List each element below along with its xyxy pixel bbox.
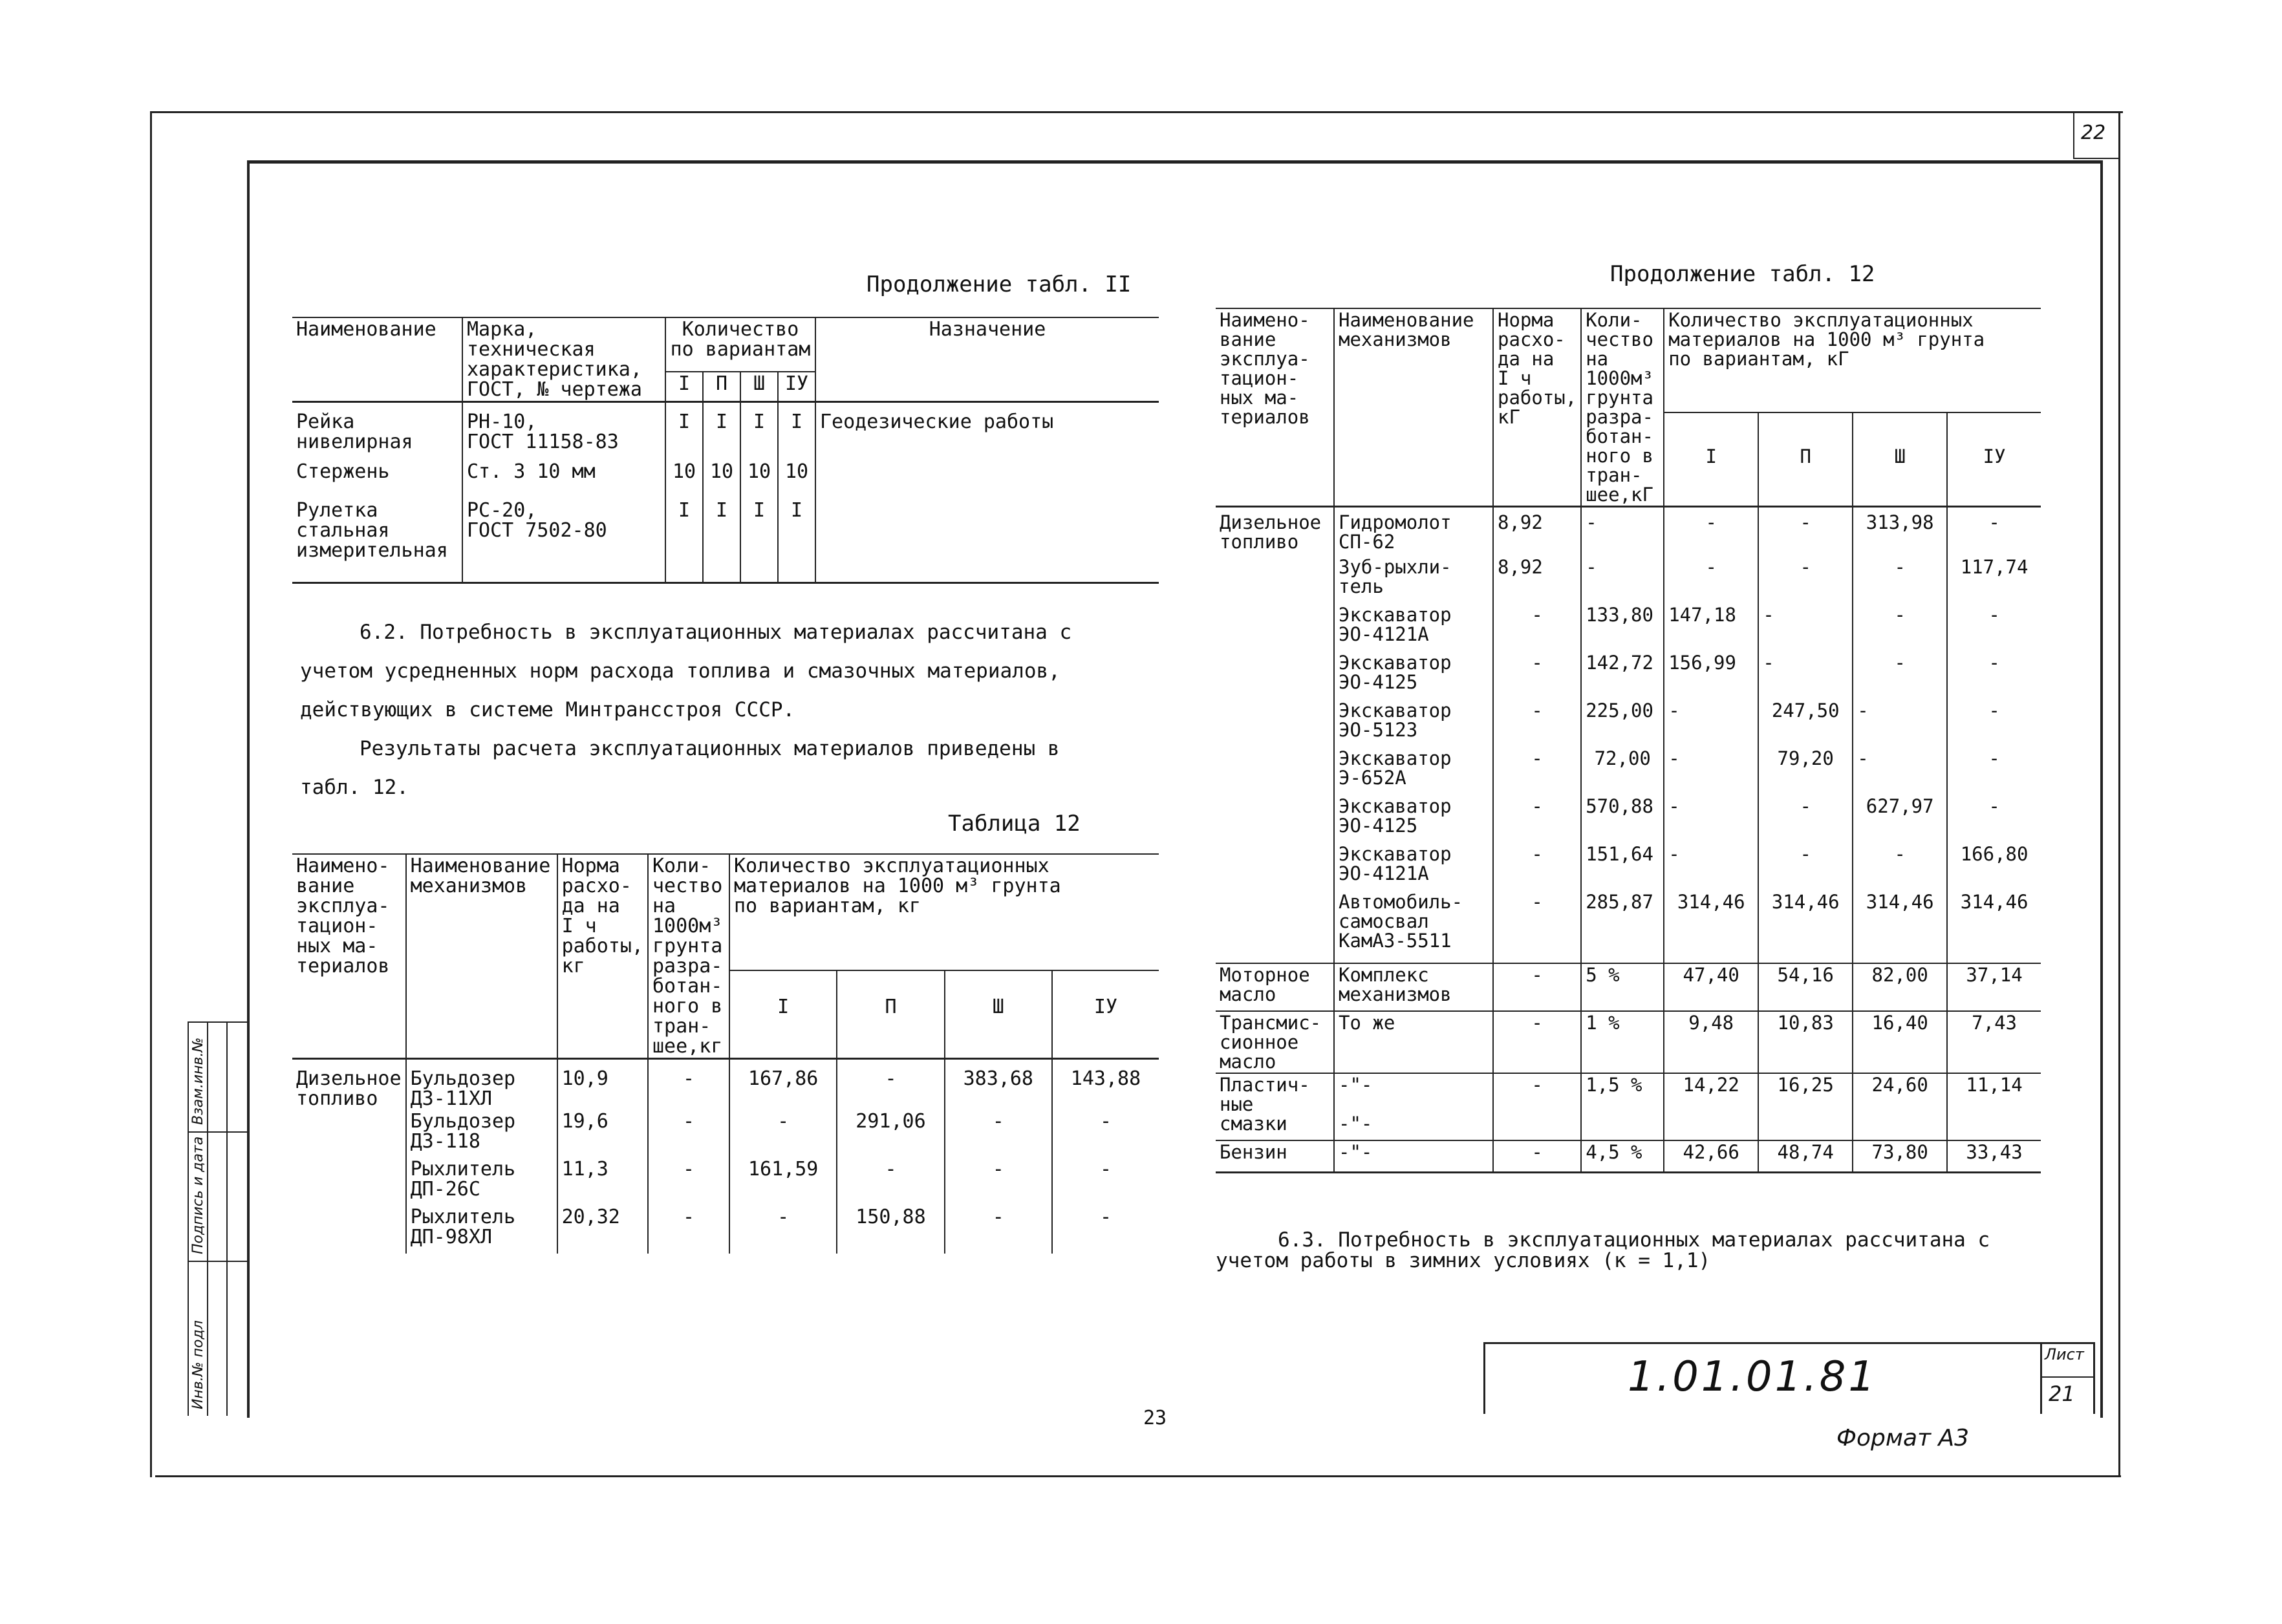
table-cell: 291,06 [837, 1110, 944, 1158]
table-11 [292, 317, 1159, 584]
table-cell: 82,00 [1853, 963, 1947, 1011]
table-row-name: Стержень [292, 460, 462, 499]
table-cell: - [1052, 1110, 1159, 1158]
table-cell: - [648, 1206, 729, 1254]
table-cell: I [740, 402, 778, 460]
table-cell: I [703, 499, 740, 583]
table-row-mech: Экскаватор Э-652А [1334, 747, 1493, 795]
th-norm: Норма расхо- да на I ч работы, кГ [1493, 308, 1581, 507]
th-v2: П [703, 372, 740, 401]
table-row-mat [292, 1110, 406, 1158]
table-row-mech: Гидромолот СП-62 [1334, 507, 1493, 556]
table-cell: - [1493, 1073, 1581, 1140]
table-cell: - [1493, 652, 1581, 700]
table-cell: - [1493, 747, 1581, 795]
table-cell: 9,48 [1664, 1011, 1758, 1073]
table-cell: 247,50 [1758, 700, 1853, 747]
para-6-2-line1: 6.2. Потребность в эксплуатационных материалах рассчитана с [360, 621, 1072, 644]
table-row-mech: Бульдозер ДЗ-11ХЛ [406, 1059, 557, 1111]
table-cell: 72,00 [1581, 747, 1664, 795]
table-cell: - [1493, 795, 1581, 843]
table-cell: - [729, 1110, 837, 1158]
sidebar-divider [188, 1021, 189, 1416]
table-cell: 5 % [1581, 963, 1664, 1011]
th-v3: Ш [945, 970, 1052, 1059]
table-cell: 10,83 [1758, 1011, 1853, 1073]
table-cell: - [1947, 795, 2041, 843]
table-cell: - [1758, 604, 1853, 652]
table-cell: - [837, 1158, 944, 1206]
table-cell: 314,46 [1853, 891, 1947, 963]
table-cell: 14,22 [1664, 1073, 1758, 1140]
table-cell: 37,14 [1947, 963, 2041, 1011]
sidebar-podpis: Подпись и дата [190, 1136, 206, 1254]
table-cell: - [1947, 604, 2041, 652]
table-row-mech: Рыхлитель ДП-98ХЛ [406, 1206, 557, 1254]
table-cell: - [1664, 556, 1758, 604]
table-row-mat [292, 1158, 406, 1206]
table-row-purpose [815, 499, 1159, 583]
table-row-mat [1216, 556, 1334, 604]
th-qty: Коли- чество на 1000м³ грунта разра- ботан- ного в тран- шее,кГ [1581, 308, 1664, 507]
table-row-mat: Моторное масло [1216, 963, 1334, 1011]
para-results-line2: табл. 12. [300, 776, 409, 799]
table-cell: - [1853, 843, 1947, 891]
table-cell: 33,43 [1947, 1140, 2041, 1173]
table-cell: - [1664, 507, 1758, 556]
th-purpose: Назначение [815, 317, 1159, 402]
table-row-mat: Дизельное топливо [292, 1059, 406, 1111]
th-v3: Ш [1853, 412, 1947, 506]
table-cell: 73,80 [1853, 1140, 1947, 1173]
th-v4: IУ [1052, 970, 1159, 1059]
table-row-mech: Экскаватор ЭО-4125 [1334, 652, 1493, 700]
sheet-divider [2042, 1376, 2095, 1378]
table-cell: 570,88 [1581, 795, 1664, 843]
table-cell: 147,18 [1664, 604, 1758, 652]
table-cell: - [1758, 507, 1853, 556]
para-6-2-line2: учетом усредненных норм расхода топлива и смазочных материалов, [300, 659, 1060, 683]
table-row-mech: -"- [1334, 1140, 1493, 1173]
table-cell: I [703, 402, 740, 460]
table-cell: 627,97 [1853, 795, 1947, 843]
table-cell: - [1664, 795, 1758, 843]
table-cell: - [1853, 556, 1947, 604]
table-cell: 142,72 [1581, 652, 1664, 700]
table-cell: 314,46 [1947, 891, 2041, 963]
table-row-mat [1216, 700, 1334, 747]
sheet-label: Лист [2045, 1345, 2084, 1363]
table-row-mat [1216, 747, 1334, 795]
th-v3: Ш [740, 372, 778, 401]
para-6-2-line3: действующих в системе Минтрансстроя СССР. [300, 698, 795, 721]
para-6-3-line1: 6.3. Потребность в эксплуатационных материалах рассчитана с [1278, 1228, 1990, 1252]
table-cell: - [945, 1158, 1052, 1206]
th-group: Количество эксплуатационных материалов на 1000 м³ грунта по вариантам, кг [729, 854, 1159, 970]
para-6-3-line2: учетом работы в зимних условиях (к = 1,1) [1216, 1249, 1711, 1272]
table-cell: 156,99 [1664, 652, 1758, 700]
table-cell: 167,86 [729, 1059, 837, 1111]
table-cell: 285,87 [1581, 891, 1664, 963]
page-number-top: 22 [2081, 122, 2106, 144]
table-cell: 4,5 % [1581, 1140, 1664, 1173]
table-cell: 7,43 [1947, 1011, 2041, 1073]
table-row-mech: Автомобиль- самосвал КамАЗ-5511 [1334, 891, 1493, 963]
table-row-mech: Экскаватор ЭО-4121А [1334, 604, 1493, 652]
table-cell: - [648, 1059, 729, 1111]
table-cell: - [1664, 843, 1758, 891]
table-cell: 10 [665, 460, 703, 499]
table-cell: - [729, 1206, 837, 1254]
table-cell: 24,60 [1853, 1073, 1947, 1140]
table-cell: - [945, 1110, 1052, 1158]
th-mech: Наименование механизмов [406, 854, 557, 1059]
table-cell: 79,20 [1758, 747, 1853, 795]
table-row-mech: Комплекс механизмов [1334, 963, 1493, 1011]
table-cell: - [1758, 652, 1853, 700]
sidebar-divider-h [188, 1021, 247, 1023]
table-12-cont [1216, 308, 2041, 1173]
th-qty: Количество по вариантам [665, 317, 815, 372]
caption-table11-cont: Продолжение табл. II [867, 272, 1132, 297]
table-cell: 150,88 [837, 1206, 944, 1254]
table-cell: - [1493, 700, 1581, 747]
table-cell: - [1853, 700, 1947, 747]
table-cell: 161,59 [729, 1158, 837, 1206]
table-cell: - [1947, 700, 2041, 747]
table-cell: 314,46 [1664, 891, 1758, 963]
table-cell: 8,92 [1493, 507, 1581, 556]
table-cell: - [1664, 700, 1758, 747]
table-row-mat: Трансмис- сионное масло [1216, 1011, 1334, 1073]
table-cell: I [740, 499, 778, 583]
sidebar-divider [207, 1021, 208, 1416]
table-cell: - [1947, 747, 2041, 795]
table-cell: 1 % [1581, 1011, 1664, 1073]
table-cell: I [665, 499, 703, 583]
table-cell: 48,74 [1758, 1140, 1853, 1173]
table-cell: 16,25 [1758, 1073, 1853, 1140]
table-cell: 54,16 [1758, 963, 1853, 1011]
para-results-line1: Результаты расчета эксплуатационных материалов приведены в [360, 737, 1060, 760]
caption-table12: Таблица 12 [948, 811, 1081, 837]
table-row-mat [1216, 891, 1334, 963]
table-cell: 11,3 [557, 1158, 648, 1206]
table-row-mech: Зуб-рыхли- тель [1334, 556, 1493, 604]
outer-frame-bottom [155, 1475, 2121, 1477]
table-cell: - [1493, 604, 1581, 652]
table-cell: 11,14 [1947, 1073, 2041, 1140]
page-number-box [2073, 111, 2120, 159]
table-cell: - [648, 1110, 729, 1158]
table-row-mat [292, 1206, 406, 1254]
table-cell: 314,46 [1758, 891, 1853, 963]
th-mat: Наимено- вание эксплуа- тацион- ных ма- териалов [292, 854, 406, 1059]
sidebar-stamp [188, 1021, 247, 1416]
page-number-bottom: 23 [1143, 1407, 1167, 1429]
table-cell: - [1052, 1158, 1159, 1206]
table-cell: 47,40 [1664, 963, 1758, 1011]
caption-table12-cont: Продолжение табл. 12 [1610, 261, 1875, 287]
th-v1: I [729, 970, 837, 1059]
table-cell: 16,40 [1853, 1011, 1947, 1073]
table-cell: - [1581, 556, 1664, 604]
table-cell: I [778, 402, 815, 460]
table-cell: - [1853, 604, 1947, 652]
th-norm: Норма расхо- да на I ч работы, кг [557, 854, 648, 1059]
table-row-mark: Ст. 3 10 мм [462, 460, 665, 499]
table-cell: - [1758, 795, 1853, 843]
sidebar-divider-h [188, 1261, 247, 1262]
table-cell: - [1493, 891, 1581, 963]
table-row-name: Рейка нивелирная [292, 402, 462, 460]
table-row-name: Рулетка стальная измерительная [292, 499, 462, 583]
table-cell: 10,9 [557, 1059, 648, 1111]
table-cell: - [1493, 963, 1581, 1011]
table-cell: 313,98 [1853, 507, 1947, 556]
table-cell: 143,88 [1052, 1059, 1159, 1111]
table-cell: - [1853, 747, 1947, 795]
sheet-cell [2040, 1344, 2095, 1414]
th-mech: Наименование механизмов [1334, 308, 1493, 507]
th-v4: IУ [1947, 412, 2041, 506]
sidebar-inv-podl: Инв.№ подл [190, 1320, 206, 1409]
table-cell: - [1758, 556, 1853, 604]
th-v2: П [837, 970, 944, 1059]
th-mat: Наимено- вание эксплуа- тацион- ных ма- териалов [1216, 308, 1334, 507]
table-cell: 8,92 [1493, 556, 1581, 604]
th-group: Количество эксплуатационных материалов на 1000 м³ грунта по вариантам, кГ [1664, 308, 2041, 412]
sidebar-vzam: Взам.инв.№ [190, 1037, 206, 1125]
table-row-mat: Бензин [1216, 1140, 1334, 1173]
table-cell: - [1947, 652, 2041, 700]
title-block [1483, 1342, 2095, 1414]
th-v2: П [1758, 412, 1853, 506]
table-cell: - [1664, 747, 1758, 795]
table-cell: - [648, 1158, 729, 1206]
table-cell: 117,74 [1947, 556, 2041, 604]
table-cell: - [1947, 507, 2041, 556]
th-v4: IУ [778, 372, 815, 401]
table-cell: - [945, 1206, 1052, 1254]
th-v1: I [1664, 412, 1758, 506]
table-cell: 20,32 [557, 1206, 648, 1254]
table-row-mech: Экскаватор ЭО-4125 [1334, 795, 1493, 843]
table-cell: - [1581, 507, 1664, 556]
document-code: 1.01.01.81 [1628, 1353, 1878, 1401]
sidebar-divider [226, 1021, 228, 1416]
table-row-mech: Экскаватор ЭО-5123 [1334, 700, 1493, 747]
table-row-mech: Рыхлитель ДП-26С [406, 1158, 557, 1206]
table-row-mech: Экскаватор ЭО-4121А [1334, 843, 1493, 891]
sidebar-divider-h [188, 1131, 247, 1133]
table-cell: - [1853, 652, 1947, 700]
table-cell: I [665, 402, 703, 460]
table-cell: I [778, 499, 815, 583]
th-v1: I [665, 372, 703, 401]
table-row-mat [1216, 652, 1334, 700]
format-label: Формат А3 [1836, 1425, 1970, 1451]
table-cell: 151,64 [1581, 843, 1664, 891]
table-row-mech: То же [1334, 1011, 1493, 1073]
table-row-purpose [815, 460, 1159, 499]
table-row-mech: Бульдозер ДЗ-118 [406, 1110, 557, 1158]
outer-frame-right [2118, 111, 2120, 1477]
table-cell: 42,66 [1664, 1140, 1758, 1173]
table-cell: 1,5 % [1581, 1073, 1664, 1140]
table-cell: 19,6 [557, 1110, 648, 1158]
table-cell: 133,80 [1581, 604, 1664, 652]
table-row-mat [1216, 795, 1334, 843]
table-row-mat [1216, 604, 1334, 652]
table-row-purpose: Геодезические работы [815, 402, 1159, 460]
table-cell: - [1758, 843, 1853, 891]
table-cell: - [837, 1059, 944, 1111]
table-cell: 10 [778, 460, 815, 499]
th-qty: Коли- чество на 1000м³ грунта разра- ботан- ного в тран- шее,кг [648, 854, 729, 1059]
table-row-mark: РС-20, ГОСТ 7502-80 [462, 499, 665, 583]
sheet-number: 21 [2049, 1382, 2075, 1406]
table-cell: 383,68 [945, 1059, 1052, 1111]
th-name: Наименование [292, 317, 462, 402]
table-cell: - [1493, 843, 1581, 891]
table-row-mat: Пластич- ные смазки [1216, 1073, 1334, 1140]
table-cell: - [1493, 1140, 1581, 1173]
table-cell: 10 [703, 460, 740, 499]
table-cell: 10 [740, 460, 778, 499]
table-12 [292, 853, 1159, 1254]
table-row-mat: Дизельное топливо [1216, 507, 1334, 556]
table-cell: - [1493, 1011, 1581, 1073]
table-row-mech: -"- -"- [1334, 1073, 1493, 1140]
th-mark: Марка, техническая характеристика, ГОСТ, № чертежа [462, 317, 665, 402]
table-cell: 225,00 [1581, 700, 1664, 747]
table-row-mat [1216, 843, 1334, 891]
table-row-mark: РН-10, ГОСТ 11158-83 [462, 402, 665, 460]
table-cell: - [1052, 1206, 1159, 1254]
table-cell: 166,80 [1947, 843, 2041, 891]
